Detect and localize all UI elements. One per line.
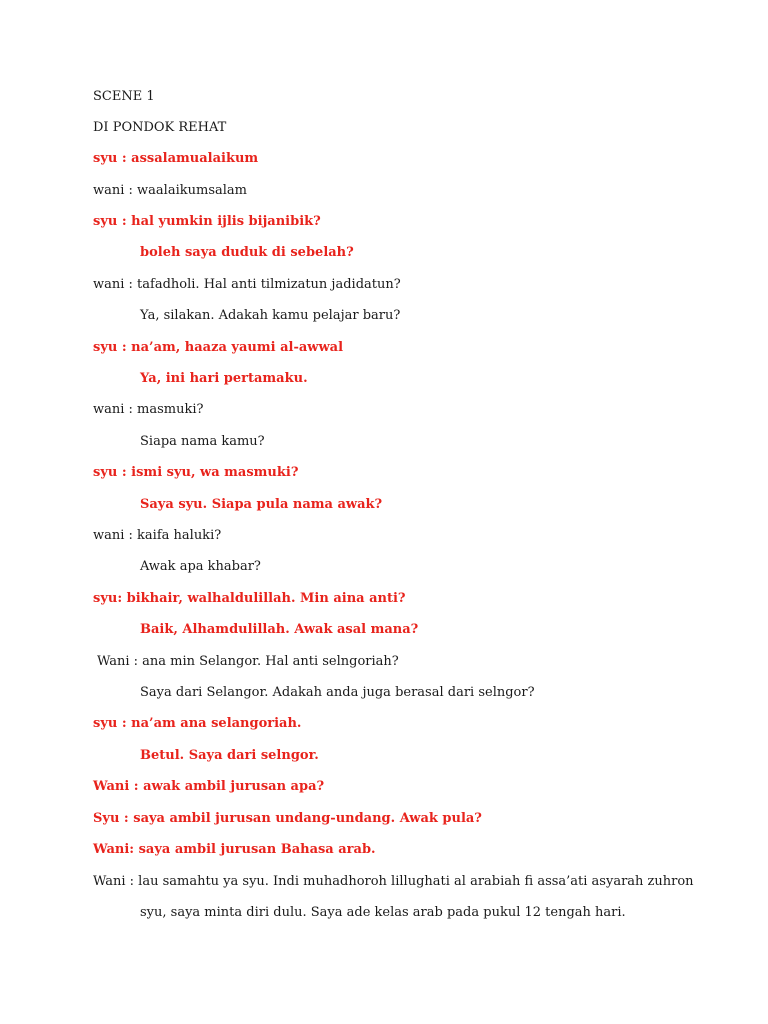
dialogue-line: Syu : saya ambil jurusan undang-undang. Awak pula? xyxy=(93,811,482,826)
dialogue-translation: Ya, ini hari pertamaku. xyxy=(140,371,308,386)
dialogue-line: Wani : awak ambil jurusan apa? xyxy=(93,779,325,794)
dialogue-translation: Betul. Saya dari selngor. xyxy=(140,748,319,763)
dialogue-line: wani : waalaikumsalam xyxy=(93,183,247,198)
dialogue-translation: Awak apa khabar? xyxy=(140,559,261,574)
dialogue-line: syu : hal yumkin ijlis bijanibik? xyxy=(93,214,321,229)
dialogue-line: Wani: saya ambil jurusan Bahasa arab. xyxy=(93,842,376,857)
scene-heading: SCENE 1 xyxy=(93,89,155,104)
dialogue-line: syu : na’am, haaza yaumi al-awwal xyxy=(93,340,344,355)
dialogue-line: Wani : lau samahtu ya syu. Indi muhadhoroh lillughati al arabiah fi assa’ati asyarah zuhron xyxy=(93,874,694,889)
dialogue-line: Wani : ana min Selangor. Hal anti selngoriah? xyxy=(97,654,399,669)
dialogue-translation: Siapa nama kamu? xyxy=(140,434,265,449)
dialogue-line: syu : ismi syu, wa masmuki? xyxy=(93,465,299,480)
location-heading: DI PONDOK REHAT xyxy=(93,120,227,135)
dialogue-line: wani : tafadholi. Hal anti tilmizatun jadidatun? xyxy=(93,277,401,292)
dialogue-translation: boleh saya duduk di sebelah? xyxy=(140,245,354,260)
dialogue-line: syu : na’am ana selangoriah. xyxy=(93,716,302,731)
dialogue-translation: syu, saya minta diri dulu. Saya ade kelas arab pada pukul 12 tengah hari. xyxy=(140,905,626,920)
dialogue-line: syu : assalamualaikum xyxy=(93,151,259,166)
dialogue-line: wani : kaifa haluki? xyxy=(93,528,222,543)
dialogue-translation: Saya syu. Siapa pula nama awak? xyxy=(140,497,383,512)
dialogue-translation: Baik, Alhamdulillah. Awak asal mana? xyxy=(140,622,419,637)
dialogue-translation: Saya dari Selangor. Adakah anda juga berasal dari selngor? xyxy=(140,685,535,700)
dialogue-line: wani : masmuki? xyxy=(93,402,204,417)
dialogue-translation: Ya, silakan. Adakah kamu pelajar baru? xyxy=(140,308,401,323)
dialogue-line: syu: bikhair, walhaldulillah. Min aina anti? xyxy=(93,591,406,606)
